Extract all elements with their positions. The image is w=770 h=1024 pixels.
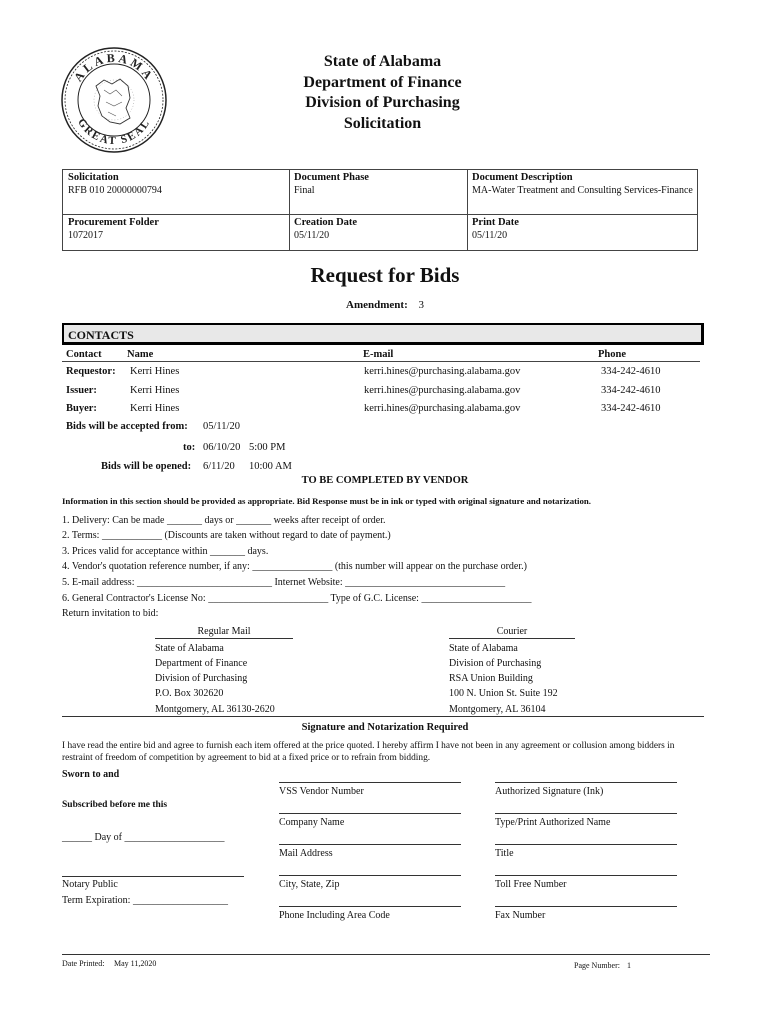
solicitation-info-table xyxy=(62,169,698,251)
phase-label: Document Phase xyxy=(294,172,369,183)
regular-mail-line: Montgomery, AL 36130-2620 xyxy=(155,704,275,715)
courier-line: Montgomery, AL 36104 xyxy=(449,704,546,715)
bids-to-label: to: xyxy=(183,442,196,453)
day-of-field[interactable]: ______ Day of ____________________ xyxy=(62,832,225,843)
phone-field[interactable]: Phone Including Area Code xyxy=(279,910,390,921)
bids-opened-label: Bids will be opened: xyxy=(101,461,192,472)
contact-role: Buyer: xyxy=(66,403,97,414)
print-date-value: 05/11/20 xyxy=(472,230,508,241)
bids-accepted-label: Bids will be accepted from: xyxy=(66,421,188,432)
regular-mail-line: P.O. Box 302620 xyxy=(155,688,224,699)
contact-phone: 334-242-4610 xyxy=(601,385,661,396)
term-expiration-field[interactable]: Term Expiration: ___________________ xyxy=(62,895,228,906)
svg-text:GREAT SEAL xyxy=(75,117,153,148)
notary-public-label: Notary Public xyxy=(62,879,118,890)
header-state: State of Alabama xyxy=(323,53,442,70)
contact-email[interactable]: kerri.hines@purchasing.alabama.gov xyxy=(364,366,521,377)
folder-label: Procurement Folder xyxy=(68,217,159,228)
seal-bottom-text: GREAT SEAL xyxy=(75,116,153,148)
contact-email[interactable]: kerri.hines@purchasing.alabama.gov xyxy=(364,403,521,414)
bids-to-time: 5:00 PM xyxy=(249,442,286,453)
contact-name: Kerri Hines xyxy=(130,403,180,414)
contact-phone: 334-242-4610 xyxy=(601,366,661,377)
contact-role: Issuer: xyxy=(66,385,97,396)
signature-statement: I have read the entire bid and agree to furnish each item offered at the price quoted. I hereby affirm I have not been in any agreement or collusion among bidders in restraint of freedom of competition by agreement to bid at a fixed price or to refrain from bidding. xyxy=(62,741,675,763)
col-name: Name xyxy=(127,349,154,360)
print-date-label: Print Date xyxy=(472,217,519,228)
page-number-label: Page Number: xyxy=(574,961,620,970)
col-contact: Contact xyxy=(66,349,102,360)
vss-vendor-number-field[interactable]: VSS Vendor Number xyxy=(279,786,364,797)
seal-top-text: ALABAMA xyxy=(70,50,158,85)
date-printed-label: Date Printed: xyxy=(62,959,105,968)
company-name-field[interactable]: Company Name xyxy=(279,817,345,828)
vendor-item: 6. General Contractor's License No: ________________________ Type of G.C. License: ______________________ xyxy=(62,593,532,604)
authorized-name-field[interactable]: Type/Print Authorized Name xyxy=(495,817,611,828)
courier-line: 100 N. Union St. Suite 192 xyxy=(449,688,558,699)
header-department: Department of Finance xyxy=(303,73,462,91)
folder-value: 1072017 xyxy=(68,230,103,241)
vendor-item: 1. Delivery: Can be made _______ days or _______ weeks after receipt of order. xyxy=(62,515,386,526)
contact-role: Requestor: xyxy=(66,366,116,377)
regular-mail-heading: Regular Mail xyxy=(197,626,251,637)
solicitation-label: Solicitation xyxy=(68,172,119,183)
creation-date-label: Creation Date xyxy=(294,217,358,228)
col-phone: Phone xyxy=(598,349,627,360)
fax-number-field[interactable]: Fax Number xyxy=(495,910,546,921)
amendment xyxy=(0,299,770,311)
vendor-intro: Information in this section should be provided as appropriate. Bid Response must be in ink or typed with original signature and notarization. xyxy=(62,496,591,506)
city-state-zip-field[interactable]: City, State, Zip xyxy=(279,879,340,890)
vendor-item: 4. Vendor's quotation reference number, if any: ________________ (this number will appear on the purchase order.) xyxy=(62,561,527,572)
courier-line: RSA Union Building xyxy=(449,673,533,684)
amendment-value: 3 xyxy=(418,299,424,311)
description-label: Document Description xyxy=(472,172,573,183)
page-header xyxy=(250,52,515,134)
header-solicitation: Solicitation xyxy=(343,114,422,132)
bids-to-date: 06/10/20 xyxy=(203,442,241,453)
subscribed-label: Subscribed before me this xyxy=(62,800,168,810)
vendor-item: 3. Prices valid for acceptance within _______ days. xyxy=(62,546,269,557)
regular-mail-line: State of Alabama xyxy=(155,643,224,654)
svg-text:ALABAMA xyxy=(71,51,157,84)
bids-opened-time: 10:00 AM xyxy=(249,461,292,472)
contact-name: Kerri Hines xyxy=(130,385,180,396)
solicitation-value: RFB 010 20000000794 xyxy=(68,185,162,196)
contact-phone: 334-242-4610 xyxy=(601,403,661,414)
bids-opened-date: 6/11/20 xyxy=(203,461,235,472)
sworn-label: Sworn to and xyxy=(62,769,120,780)
title-field[interactable]: Title xyxy=(495,848,514,859)
header-division: Division of Purchasing xyxy=(305,94,460,111)
authorized-signature-field[interactable]: Authorized Signature (Ink) xyxy=(495,786,604,797)
courier-line: Division of Purchasing xyxy=(449,658,542,669)
regular-mail-line: Department of Finance xyxy=(155,658,248,669)
vendor-item: 5. E-mail address: ___________________________ Internet Website: ________________________________ xyxy=(62,577,506,588)
page-number-value: 1 xyxy=(627,961,631,970)
creation-date-value: 05/11/20 xyxy=(294,230,330,241)
document-title: Request for Bids xyxy=(310,263,460,287)
return-label: Return invitation to bid: xyxy=(62,608,159,619)
amendment-label: Amendment: xyxy=(346,299,408,311)
vendor-item: 2. Terms: ____________ (Discounts are taken without regard to date of payment.) xyxy=(62,530,391,541)
phase-value: Final xyxy=(294,185,315,196)
courier-heading: Courier xyxy=(496,626,528,637)
signature-heading: Signature and Notarization Required xyxy=(301,722,469,733)
alabama-great-seal xyxy=(60,46,168,154)
contact-email[interactable]: kerri.hines@purchasing.alabama.gov xyxy=(364,385,521,396)
description-value: MA-Water Treatment and Consulting Services-Finance xyxy=(472,185,693,196)
toll-free-number-field[interactable]: Toll Free Number xyxy=(495,879,567,890)
bids-accepted-from: 05/11/20 xyxy=(203,421,240,432)
vendor-heading: TO BE COMPLETED BY VENDOR xyxy=(301,475,469,486)
courier-line: State of Alabama xyxy=(449,643,518,654)
mail-address-field[interactable]: Mail Address xyxy=(279,848,333,859)
contact-name: Kerri Hines xyxy=(130,366,180,377)
col-email: E-mail xyxy=(363,349,394,360)
date-printed-value: May 11,2020 xyxy=(114,959,157,968)
regular-mail-line: Division of Purchasing xyxy=(155,673,248,684)
contacts-heading: CONTACTS xyxy=(62,323,704,345)
